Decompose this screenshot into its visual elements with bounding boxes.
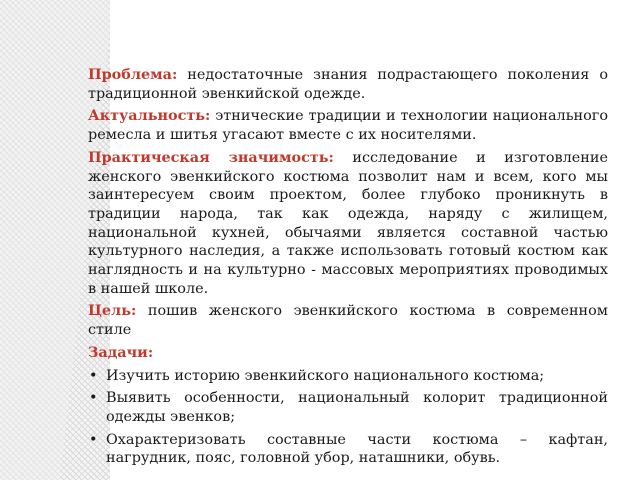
task-text: Изучить историю эвенкийского национального костюма; <box>106 367 545 384</box>
relevance-label: Актуальность: <box>88 107 211 125</box>
significance-text: исследование и изготовление женского эвенкийского костюма позволит нам и всем, кого мы заинтересуем своим проектом, более глубоко проникнуть в традиции народа, так как одежда, наряду с жилищем, национальной кухней, обычаями является составной частью культурного наследия, а также использовать готовый костюм как наглядность и на культурно - массовых мероприятиях проводимых в нашей школе. <box>88 149 608 297</box>
problem-paragraph <box>88 66 608 103</box>
bullet-icon: • <box>89 390 98 407</box>
goal-text: пошив женского эвенкийского костюма в современном стиле <box>88 303 608 339</box>
task-text: Охарактеризовать составные части костюма – кафтан, нагрудник, пояс, головной убор, наташники, обувь. <box>106 431 608 467</box>
task-text: Выявить особенности, национальный колорит традиционной одежды эвенков; <box>106 390 608 425</box>
bullet-icon: • <box>89 431 98 448</box>
significance-label: Практическая значимость: <box>88 148 334 166</box>
bullet-icon: • <box>89 367 98 384</box>
goal-paragraph <box>88 302 608 339</box>
tasks-list <box>88 367 608 469</box>
list-item <box>89 431 608 468</box>
document-body <box>88 66 608 472</box>
relevance-text: этнические традиции и технологии национального ремесла и шитья угасают вместе с их носителями. <box>88 108 608 144</box>
relevance-paragraph <box>88 107 608 144</box>
problem-text: недостаточные знания подрастающего поколения о традиционной эвенкийской одежде. <box>88 67 608 102</box>
tasks-heading: Задачи: <box>88 343 154 361</box>
problem-label: Проблема: <box>88 66 178 83</box>
list-item <box>89 367 608 386</box>
significance-paragraph <box>88 149 608 299</box>
goal-label: Цель: <box>88 302 137 320</box>
list-item <box>89 389 608 426</box>
